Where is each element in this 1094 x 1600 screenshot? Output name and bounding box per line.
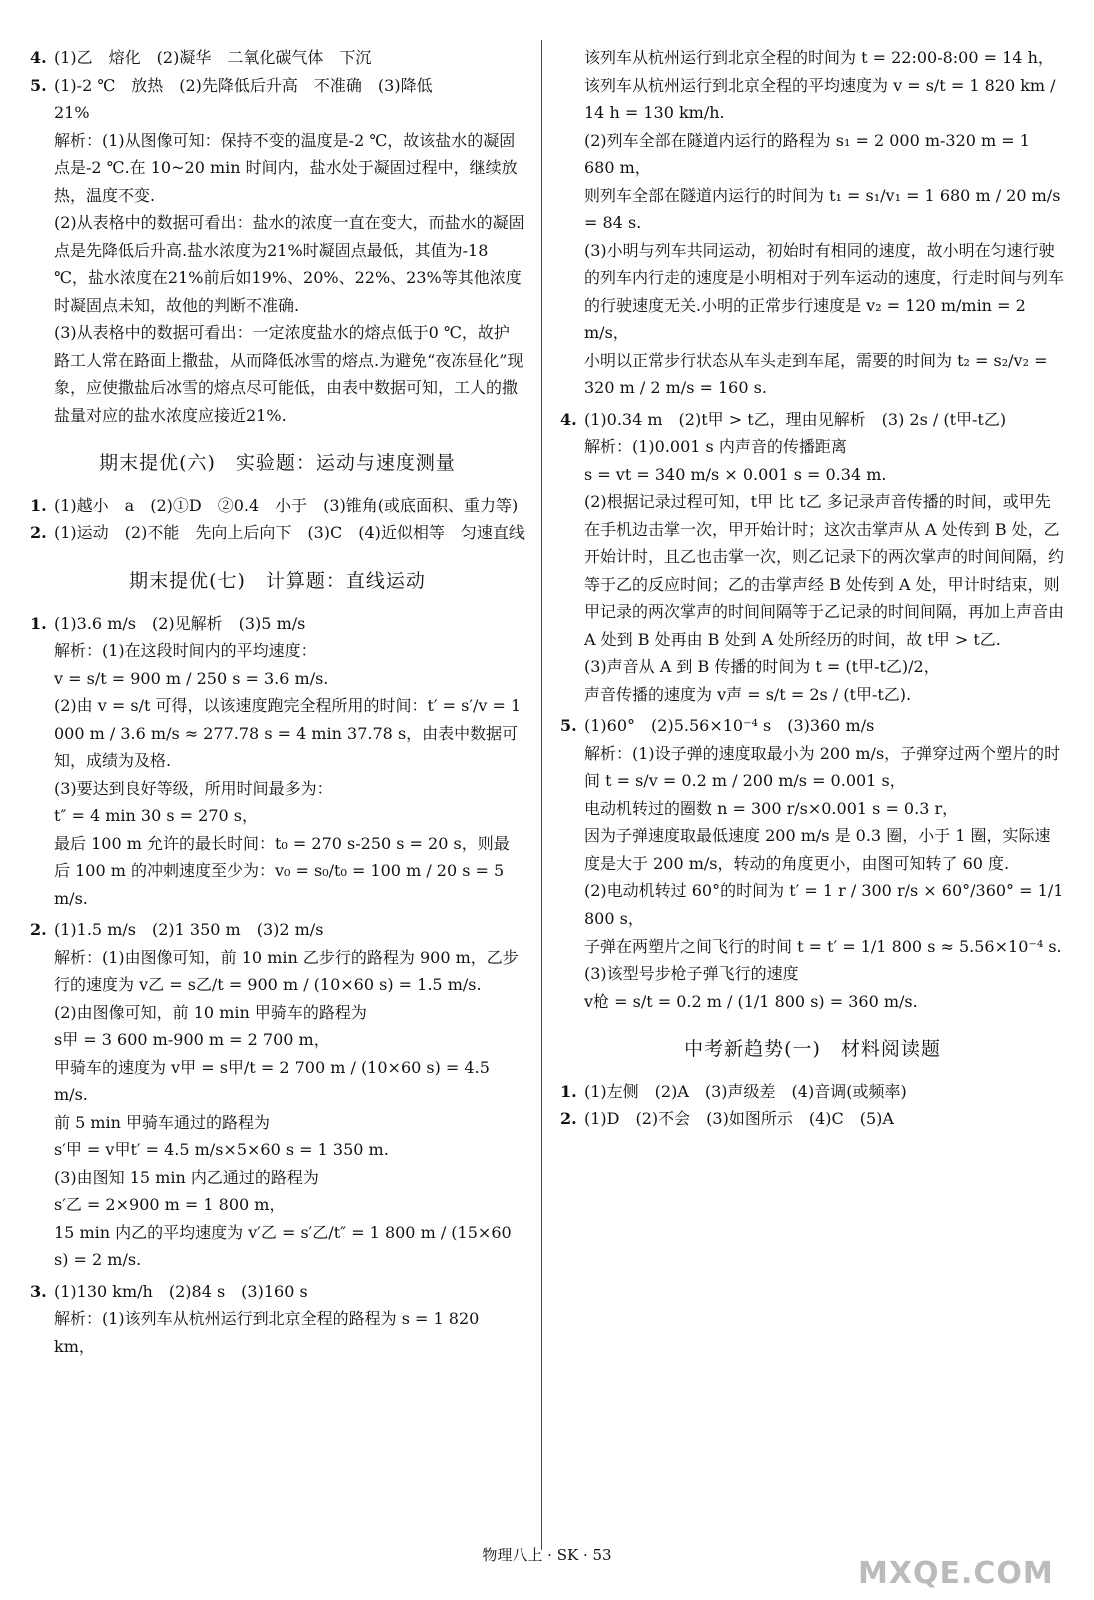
analysis-text: (3)由图知 15 min 内乙通过的路程为 xyxy=(54,1167,319,1187)
analysis-text: 小明以正常步行状态从车头走到车尾，需要的时间为 t₂ = s₂/v₂ = 320 m / 2 m/s = 160 s. xyxy=(584,350,1048,398)
answer-continuation: 21% xyxy=(54,103,90,123)
analysis-text: (2)从表格中的数据可看出：盐水的浓度一直在变大，而盐水的凝固点是先降低后升高.盐水浓度为21%时凝固点最低，其值为-18 ℃，盐水浓度在21%前后如19%、20%、22%、23%等其他浓度时凝固点未知，故他的判断不准确. xyxy=(54,213,525,315)
answer-item: 2. (1)运动 (2)不能 先向上后向下 (3)C (4)近似相等 匀速直线 xyxy=(30,523,525,543)
answer-item: 1. (1)左侧 (2)A (3)声级差 (4)音调(或频率) xyxy=(560,1081,907,1101)
analysis-text: (2)电动机转过 60°的时间为 t′ = 1 r / 300 r/s × 60°/360° = 1/1 800 s， xyxy=(584,881,1064,928)
analysis-text: 因为子弹速度取最低速度 200 m/s 是 0.3 圈，小于 1 圈，实际速度是大于 200 m/s，转动的角度更小，由图可知转了 60 度. xyxy=(584,826,1051,873)
formula-line: s甲 = 3 600 m-900 m = 2 700 m， xyxy=(54,1030,330,1050)
analysis-text: 声音传播的速度为 v声 = s/t = 2s / (t甲-t乙). xyxy=(584,684,912,704)
answer-item: 2. (1)1.5 m/s (2)1 350 m (3)2 m/s xyxy=(30,920,324,940)
formula-line: s′乙 = 2×900 m = 1 800 m， xyxy=(54,1195,286,1215)
analysis-text: (3)要达到良好等级，所用时间最多为： xyxy=(54,778,333,798)
formula-line: s′甲 = v甲t′ = 4.5 m/s×5×60 s = 1 350 m. xyxy=(54,1140,389,1160)
answer-item: 1. (1)越小 a (2)①D ②0.4 小于 (3)锥角(或底面积、重力等) xyxy=(30,495,519,515)
answer-item: 4. (1)乙 熔化 (2)凝华 二氧化碳气体 下沉 xyxy=(30,48,372,67)
answer-item: 5. (1)60° (2)5.56×10⁻⁴ s (3)360 m/s xyxy=(560,716,875,736)
analysis-text: (3)声音从 A 到 B 传播的时间为 t = (t甲-t乙)/2， xyxy=(584,657,940,677)
section-heading: 中考新趋势(一) 材料阅读题 xyxy=(684,1038,941,1061)
left-column xyxy=(30,44,525,1361)
analysis-text: 则列车全部在隧道内运行的时间为 t₁ = s₁/v₁ = 1 680 m / 20 m/s = 84 s. xyxy=(584,185,1061,233)
formula-line: t″ = 4 min 30 s = 270 s， xyxy=(54,806,259,826)
analysis-text: 该列车从杭州运行到北京全程的时间为 t = 22:00-8:00 = 14 h， xyxy=(584,48,1054,67)
analysis-text: 解析：(1)由图像可知，前 10 min 乙步行的路程为 900 m，乙步行的速度为 v乙 = s乙/t = 900 m / (10×60 s) = 1.5 m/s. xyxy=(54,947,519,995)
analysis-text: 解析：(1)在这段时间内的平均速度： xyxy=(54,641,317,661)
watermark-logo: MXQE.COM xyxy=(858,1556,1054,1591)
column-divider xyxy=(541,40,542,1550)
analysis-text: 子弹在两塑片之间飞行的时间 t = t′ = 1/1 800 s ≈ 5.56×10⁻⁴ s. xyxy=(584,936,1062,956)
answer-item: 2. (1)D (2)不会 (3)如图所示 (4)C (5)A xyxy=(560,1109,894,1129)
answer-item: 4. (1)0.34 m (2)t甲 > t乙，理由见解析 (3) 2s / (t甲-t乙) xyxy=(560,409,1007,429)
answer-item: 5. (1)-2 ℃ 放热 (2)先降低后升高 不准确 (3)降低 xyxy=(30,75,433,95)
analysis-text: 该列车从杭州运行到北京全程的平均速度为 v = s/t = 1 820 km / 14 h = 130 km/h. xyxy=(584,75,1056,123)
analysis-text: (2)由 v = s/t 可得，以该速度跑完全程所用的时间：t′ = s′/v = 1 000 m / 3.6 m/s ≈ 277.78 s = 4 min 37.78 s，由表中数据可知，成绩为及格. xyxy=(54,696,522,771)
analysis-text: 解析：(1)从图像可知：保持不变的温度是-2 ℃，故该盐水的凝固点是-2 ℃.在 10~20 min 时间内，盐水处于凝固过程中，继续放热，温度不变. xyxy=(54,130,518,205)
formula-line: s = vt = 340 m/s × 0.001 s = 0.34 m. xyxy=(584,464,887,484)
analysis-text: 解析：(1)设子弹的速度取最小为 200 m/s，子弹穿过两个塑片的时间 t = s/v = 0.2 m / 200 m/s = 0.001 s， xyxy=(584,743,1061,791)
analysis-text: (2)根据记录过程可知，t甲 比 t乙 多记录声音传播的时间，或甲先在手机边击掌一次，甲开始计时；这次击掌声从 A 处传到 B 处，乙开始计时，且乙也击掌一次，则乙记录下的两次掌声的时间间隔，约等于乙的反应时间；乙的击掌声经 B 处传到 A 处，甲计时结束，则甲记录的两次掌声的时间间隔等于乙记录的时间间隔，再加上声音由 A 处到 B 处再由 B 处到 A 处所经历的时间，故 t甲 > t乙. xyxy=(584,492,1065,649)
analysis-text: 甲骑车的速度为 v甲 = s甲/t = 2 700 m / (10×60 s) = 4.5 m/s. xyxy=(54,1057,490,1105)
analysis-text: (2)由图像可知，前 10 min 甲骑车的路程为 xyxy=(54,1002,367,1022)
analysis-text: 最后 100 m 允许的最长时间：t₀ = 270 s-250 s = 20 s，则最后 100 m 的冲刺速度至少为：v₀ = s₀/t₀ = 100 m / 20 s = 5 m/s. xyxy=(54,833,510,908)
analysis-text: (2)列车全部在隧道内运行的路程为 s₁ = 2 000 m-320 m = 1 680 m， xyxy=(584,130,1030,178)
right-column xyxy=(560,44,1065,1133)
section-heading: 期末提优(七) 计算题：直线运动 xyxy=(129,569,426,592)
analysis-text: 15 min 内乙的平均速度为 v′乙 = s′乙/t″ = 1 800 m / (15×60 s) = 2 m/s. xyxy=(54,1222,512,1270)
answer-item: 1. (1)3.6 m/s (2)见解析 (3)5 m/s xyxy=(30,613,306,633)
answer-item: 3. (1)130 km/h (2)84 s (3)160 s xyxy=(30,1281,308,1301)
analysis-text: 解析：(1)该列车从杭州运行到北京全程的路程为 s = 1 820 km， xyxy=(54,1309,480,1356)
formula-line: v枪 = s/t = 0.2 m / (1/1 800 s) = 360 m/s. xyxy=(584,991,918,1011)
analysis-text: 解析：(1)0.001 s 内声音的传播距离 xyxy=(584,437,847,457)
analysis-text: (3)从表格中的数据可看出：一定浓度盐水的熔点低于0 ℃，故护路工人常在路面上撒盐，从而降低冰雪的熔点.为避免“夜冻昼化”现象，应使撒盐后冰雪的熔点尽可能低，由表中数据可知，工人的撒盐量对应的盐水浓度应接近21%. xyxy=(54,323,524,425)
formula-line: 电动机转过的圈数 n = 300 r/s×0.001 s = 0.3 r， xyxy=(584,798,959,818)
analysis-text: (3)该型号步枪子弹飞行的速度 xyxy=(584,964,799,984)
page-footer: 物理八上 · SK · 53 xyxy=(482,1546,612,1564)
analysis-text: (3)小明与列车共同运动，初始时有相同的速度，故小明在匀速行驶的列车内行走的速度是小明相对于列车运动的速度，行走时间与列车的行驶速度无关.小明的正常步行速度是 v₂ = 120 m/min = 2 m/s， xyxy=(584,240,1065,343)
section-heading: 期末提优(六) 实验题：运动与速度测量 xyxy=(99,452,456,475)
analysis-text: 前 5 min 甲骑车通过的路程为 xyxy=(54,1112,271,1132)
formula-line: v = s/t = 900 m / 250 s = 3.6 m/s. xyxy=(54,668,329,688)
